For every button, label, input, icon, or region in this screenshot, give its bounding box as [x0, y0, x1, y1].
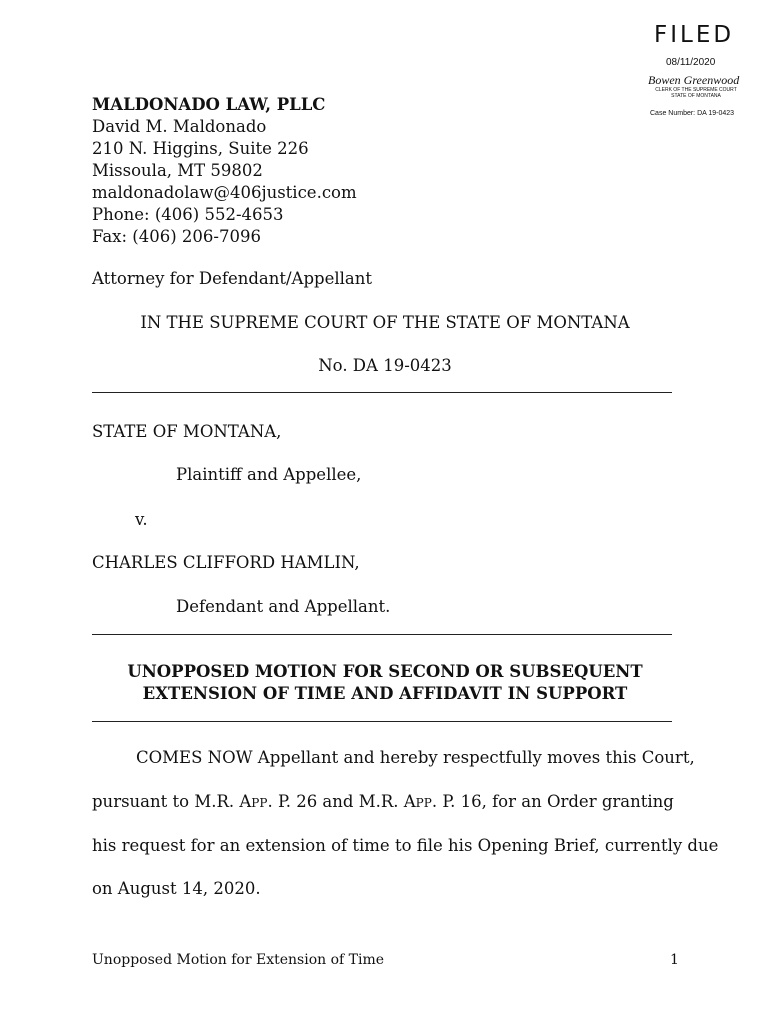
attorney-name: David M. Maldonado [92, 117, 267, 136]
motion-title-line2: EXTENSION OF TIME AND AFFIDAVIT IN SUPPORT [142, 684, 628, 703]
clerk-signature: Bowen Greenwood [648, 73, 740, 87]
plaintiff-name: STATE OF MONTANA, [92, 422, 282, 441]
rule-abbrev: App [239, 792, 268, 811]
address-line-2: Missoula, MT 59802 [92, 161, 263, 180]
rule-abbrev: App [403, 792, 432, 811]
stamp-case-number: Case Number: DA 19-0423 [650, 110, 735, 117]
motion-title-line1: UNOPPOSED MOTION FOR SECOND OR SUBSEQUENT [127, 662, 643, 681]
divider [92, 392, 672, 393]
motion-title [0, 661, 770, 705]
phone: Phone: (406) 552-4653 [92, 205, 284, 224]
clerk-title-line1: CLERK OF THE SUPREME COURT [655, 87, 737, 93]
filed-label: FILED [654, 22, 735, 48]
letterhead [92, 94, 357, 248]
body-text-segment: pursuant to M.R. [92, 792, 240, 811]
body-line-3: his request for an extension of time to file his Opening Brief, currently due [92, 836, 719, 855]
footer-title: Unopposed Motion for Extension of Time [92, 952, 385, 968]
divider [92, 721, 672, 722]
versus: v. [135, 510, 148, 529]
firm-name: MALDONADO LAW, PLLC [92, 95, 326, 114]
body-text-segment: . P. 26 and M.R. [267, 792, 404, 811]
email: maldonadolaw@406justice.com [92, 183, 357, 202]
address-line-1: 210 N. Higgins, Suite 226 [92, 139, 309, 158]
fax: Fax: (406) 206-7096 [92, 227, 261, 246]
body-text-segment: . P. 16, for an Order granting [431, 792, 674, 811]
attorney-for: Attorney for Defendant/Appellant [92, 269, 373, 288]
body-line-4: on August 14, 2020. [92, 879, 261, 898]
defendant-name: CHARLES CLIFFORD HAMLIN, [92, 553, 360, 572]
clerk-title-line2: STATE OF MONTANA [671, 93, 721, 99]
body-line-1: COMES NOW Appellant and hereby respectfully moves this Court, [136, 748, 695, 767]
defendant-role: Defendant and Appellant. [176, 597, 391, 616]
divider [92, 634, 672, 635]
case-number: No. DA 19-0423 [318, 356, 452, 375]
filed-date: 08/11/2020 [666, 57, 716, 68]
body-line-2 [92, 792, 692, 811]
page-number: 1 [670, 952, 679, 968]
plaintiff-role: Plaintiff and Appellee, [176, 465, 362, 484]
court-name: IN THE SUPREME COURT OF THE STATE OF MONTANA [140, 313, 630, 332]
clerk-title [646, 87, 746, 99]
